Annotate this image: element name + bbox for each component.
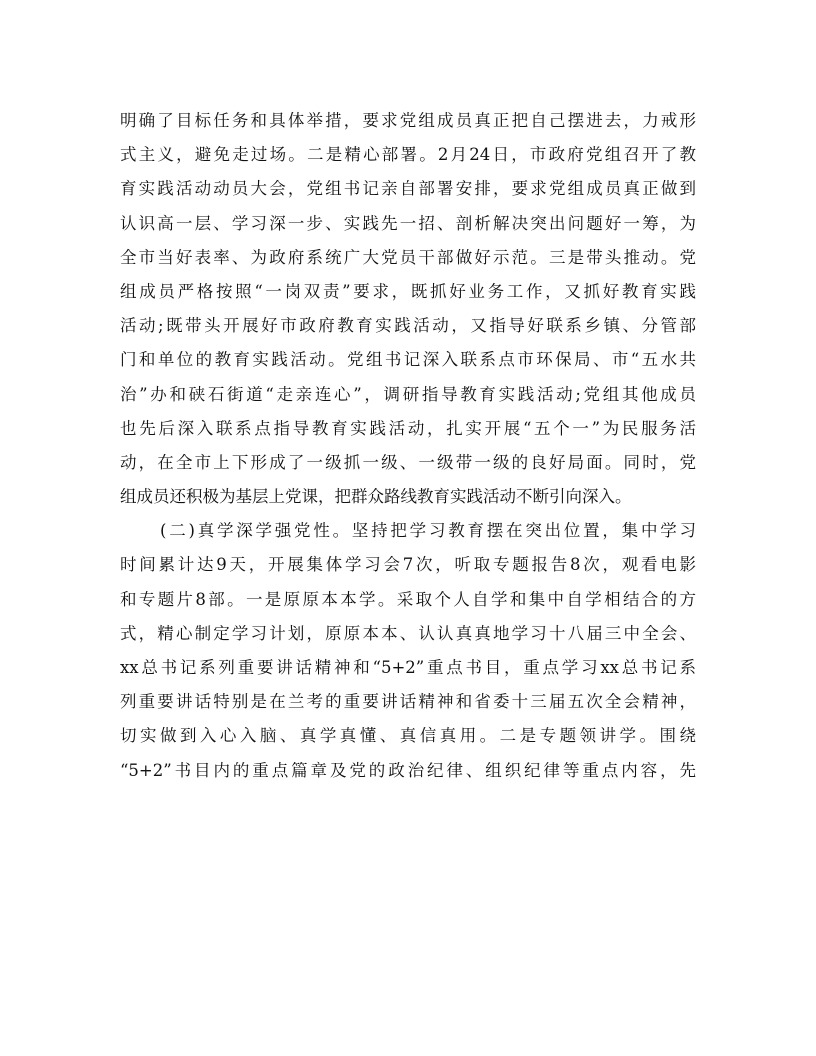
text-line: 活动;既带头开展好市政府教育实践活动，又指导好联系乡镇、分管部	[120, 316, 696, 336]
text-line: 组成员严格按照“一岗双责”要求，既抓好业务工作，又抓好教育实践	[120, 281, 696, 301]
text-line: 门和单位的教育实践活动。党组书记深入联系点市环保局、市“五水共	[120, 350, 696, 370]
text-line: 列重要讲话特别是在兰考的重要讲话精神和省委十三届五次全会精神，	[120, 692, 696, 712]
text-line: 动，在全市上下形成了一级抓一级、一级带一级的良好局面。同时，党	[120, 452, 696, 472]
text-line: 也先后深入联系点指导教育实践活动，扎实开展“五个一”为民服务活	[120, 418, 696, 438]
section-heading-line: (二)真学深学强党性。坚持把学习教育摆在突出位置，集中学习	[160, 521, 696, 541]
text-line: 式，精心制定学习计划，原原本本、认认真真地学习十八届三中全会、	[120, 623, 696, 643]
text-line: xx总书记系列重要讲话精神和“5+2”重点书目，重点学习xx总书记系	[120, 658, 696, 677]
text-line: 育实践活动动员大会，党组书记亲自部署安排，要求党组成员真正做到	[120, 179, 696, 199]
text-line: 治”办和硖石街道“走亲连心”，调研指导教育实践活动;党组其他成员	[120, 384, 696, 404]
text-line: 时间累计达9天，开展集体学习会7次，听取专题报告8次，观看电影	[120, 555, 696, 575]
text-line: 认识高一层、学习深一步、实践先一招、剖析解决突出问题好一筹，为	[120, 213, 696, 233]
text-line: 切实做到入心入脑、真学真懂、真信真用。二是专题领讲学。围绕	[120, 726, 696, 746]
text-line: 式主义，避免走过场。二是精心部署。2月24日，市政府党组召开了教	[120, 145, 696, 165]
body-text	[120, 104, 696, 788]
text-line: 全市当好表率、为政府系统广大党员干部做好示范。三是带头推动。党	[120, 247, 696, 267]
text-line: “5+2”书目内的重点篇章及党的政治纪律、组织纪律等重点内容，先	[120, 760, 696, 780]
text-line: 明确了目标任务和具体举措，要求党组成员真正把自己摆进去，力戒形	[120, 111, 696, 130]
paragraph-end-line: 组成员还积极为基层上党课，把群众路线教育实践活动不断引向深入。	[120, 487, 632, 507]
text-line: 和专题片8部。一是原原本本学。采取个人自学和集中自学相结合的方	[120, 589, 696, 609]
